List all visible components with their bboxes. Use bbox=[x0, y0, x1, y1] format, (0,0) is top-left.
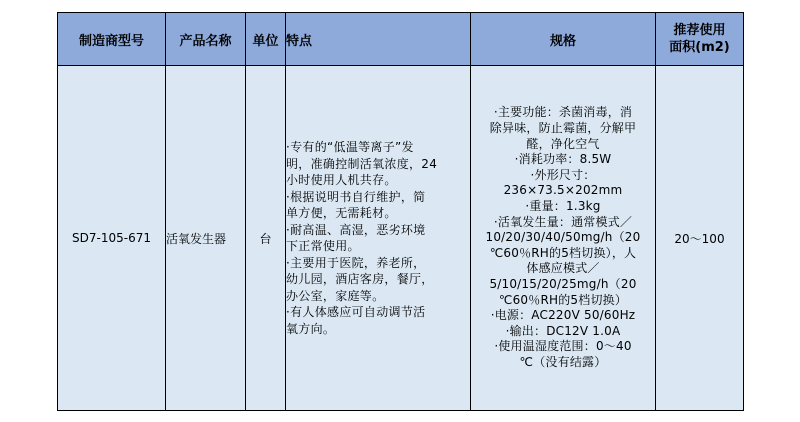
feature-line: ·专有的“低温等离子”发 bbox=[286, 140, 414, 154]
header-area-line2: 面积(m2) bbox=[669, 40, 730, 55]
cell-model: SD7-105-671 bbox=[58, 66, 166, 411]
table-row bbox=[58, 66, 744, 411]
feature-line: 氧方向。 bbox=[286, 321, 336, 336]
spec-line: 10/20/30/40/50mg/h（20 bbox=[485, 230, 641, 245]
spec-line: 236×73.5×202mm bbox=[503, 183, 623, 198]
feature-line: 明，准确控制活氧浓度，24 bbox=[286, 156, 438, 171]
feature-line: 下正常使用。 bbox=[286, 239, 360, 253]
feature-line: 幼儿园，酒店客房，餐厅， bbox=[286, 272, 434, 286]
spec-line: 醛，净化空气 bbox=[526, 136, 600, 151]
spec-line: 除异味，防止霉菌，分解甲 bbox=[489, 121, 637, 136]
spec-line: ·活氧发生量：通常模式／ bbox=[493, 214, 633, 229]
feature-line: ·有人体感应可自动调节活 bbox=[286, 305, 426, 319]
feature-line: ·耐高温、高湿，恶劣环境 bbox=[286, 222, 426, 237]
header-area-line1: 推荐使用 bbox=[673, 23, 726, 38]
spec-line: ·主要功能：杀菌消毒，消 bbox=[493, 105, 633, 120]
feature-line: 小时使用人机共存。 bbox=[286, 173, 397, 187]
spec-line: ℃（没有结露） bbox=[519, 354, 607, 369]
header-area bbox=[656, 13, 744, 66]
spec-line: 体感应模式／ bbox=[526, 261, 600, 276]
header-unit: 单位 bbox=[246, 13, 286, 66]
cell-features bbox=[286, 66, 471, 411]
feature-line: 单方便，无需耗材。 bbox=[286, 206, 397, 220]
cell-area: 20～100 bbox=[656, 66, 744, 411]
spec-line: ·外形尺寸： bbox=[530, 167, 596, 182]
header-product-name: 产品名称 bbox=[166, 13, 246, 66]
spec-line: ·电源：AC220V 50/60Hz bbox=[490, 308, 636, 323]
cell-spec bbox=[471, 66, 656, 411]
spec-line: ·输出：DC12V 1.0A bbox=[505, 323, 621, 338]
spec-line: 5/10/15/20/25mg/h（20 bbox=[489, 276, 637, 291]
spec-line: ℃60％RH的5档切换），人 bbox=[489, 245, 637, 260]
spec-line: ·重量：1.3kg bbox=[525, 199, 601, 214]
feature-line: 办公室，家庭等。 bbox=[286, 288, 385, 303]
header-model: 制造商型号 bbox=[58, 13, 166, 66]
spec-line: ℃60％RH的5档切换） bbox=[498, 292, 628, 307]
spec-table bbox=[57, 12, 744, 411]
spec-line: ·消耗功率：8.5W bbox=[514, 152, 612, 167]
spec-line: ·使用温湿度范围：0～40 bbox=[494, 339, 632, 354]
header-spec: 规格 bbox=[471, 13, 656, 66]
cell-unit: 台 bbox=[246, 66, 286, 411]
feature-line: ·根据说明书自行维护，简 bbox=[286, 189, 426, 204]
header-row bbox=[58, 13, 744, 66]
cell-product-name: 活氧发生器 bbox=[166, 66, 246, 411]
header-features: 特点 bbox=[286, 13, 471, 66]
feature-line: ·主要用于医院，养老所， bbox=[286, 255, 426, 270]
